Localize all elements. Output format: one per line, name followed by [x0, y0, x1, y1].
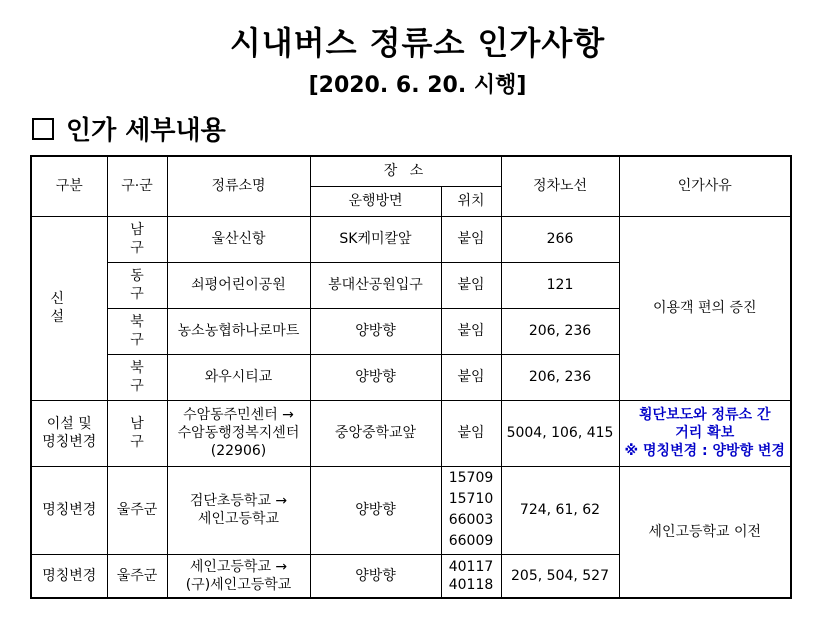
row-stop [167, 466, 310, 554]
row-routes: 5004, 106, 415 [501, 400, 619, 466]
row-position: 붙임 [441, 216, 501, 262]
row-routes: 724, 61, 62 [501, 466, 619, 554]
row-stop-line: (22906) [210, 443, 267, 459]
row-routes: 205, 504, 527 [501, 554, 619, 598]
header-reason: 인가사유 [619, 156, 791, 216]
row-stop [167, 554, 310, 598]
row-direction: 중앙중학교앞 [310, 400, 441, 466]
effective-date: [2020. 6. 20. 시행] [308, 73, 527, 98]
row-direction: 양방향 [310, 466, 441, 554]
row-direction: 양방향 [310, 354, 441, 400]
row-stop-line: 수암동주민센터 → [183, 407, 294, 423]
row-position-line: 15709 [448, 470, 494, 486]
row-district: 북 구 [107, 308, 167, 354]
row-direction: SK케미칼앞 [310, 216, 441, 262]
row-district: 동 구 [107, 262, 167, 308]
header-stop-name: 정류소명 [167, 156, 310, 216]
row-position: 붙임 [441, 262, 501, 308]
row-stop: 쇠평어린이공원 [167, 262, 310, 308]
page-title: 시내버스 정류소 인가사항 [229, 24, 606, 62]
row-position [441, 554, 501, 598]
row-direction: 봉대산공원입구 [310, 262, 441, 308]
row-position-line: 15710 [448, 491, 494, 507]
row-routes: 121 [501, 262, 619, 308]
group-relocate [31, 400, 107, 466]
reason-relocate [619, 400, 791, 466]
row-stop: 농소농협하나로마트 [167, 308, 310, 354]
reason-rename: 세인고등학교 이전 [619, 466, 791, 598]
header-district: 구·군 [107, 156, 167, 216]
group-relocate-line: 이설 및 [46, 416, 92, 432]
approval-table [30, 155, 792, 599]
row-position [441, 466, 501, 554]
row-district: 북 구 [107, 354, 167, 400]
row-routes: 206, 236 [501, 308, 619, 354]
row-direction: 양방향 [310, 308, 441, 354]
row-position-line: 40117 [448, 558, 494, 575]
reason-line: 횡단보도와 정류소 간 [639, 407, 771, 423]
row-stop-line: (구)세인고등학교 [185, 576, 292, 593]
row-district: 남 구 [107, 400, 167, 466]
row-position-line: 66009 [448, 533, 494, 549]
row-routes: 266 [501, 216, 619, 262]
group-rename: 명칭변경 [31, 466, 107, 554]
section-heading [32, 110, 226, 147]
header-direction: 운행방면 [310, 186, 441, 216]
row-direction: 양방향 [310, 554, 441, 598]
row-position: 붙임 [441, 400, 501, 466]
row-stop: 울산신항 [167, 216, 310, 262]
row-position-line: 40118 [448, 576, 494, 593]
row-routes: 206, 236 [501, 354, 619, 400]
header-position: 위치 [441, 186, 501, 216]
header-routes: 정차노선 [501, 156, 619, 216]
row-position: 붙임 [441, 354, 501, 400]
row-stop: 와우시티교 [167, 354, 310, 400]
row-stop-line: 세인고등학교 [197, 511, 280, 527]
square-bullet-icon [32, 118, 54, 140]
header-location: 장 소 [310, 156, 501, 186]
row-district: 남 구 [107, 216, 167, 262]
row-stop [167, 400, 310, 466]
section-heading-label: 인가 세부내용 [66, 116, 226, 146]
group-rename: 명칭변경 [31, 554, 107, 598]
reason-new: 이용객 편의 증진 [619, 216, 791, 400]
reason-line: ※ 명칭변경 : 양방향 변경 [624, 443, 785, 459]
row-district: 울주군 [107, 554, 167, 598]
row-stop-line: 세인고등학교 → [189, 558, 288, 575]
reason-line: 거리 확보 [675, 425, 735, 441]
group-new: 신 설 [31, 216, 107, 400]
group-relocate-line: 명칭변경 [42, 434, 97, 450]
row-stop-line: 수암동행정복지센터 [177, 425, 300, 441]
header-category: 구분 [31, 156, 107, 216]
row-district: 울주군 [107, 466, 167, 554]
row-position: 붙임 [441, 308, 501, 354]
row-stop-line: 검단초등학교 → [189, 493, 288, 509]
row-position-line: 66003 [448, 512, 494, 528]
